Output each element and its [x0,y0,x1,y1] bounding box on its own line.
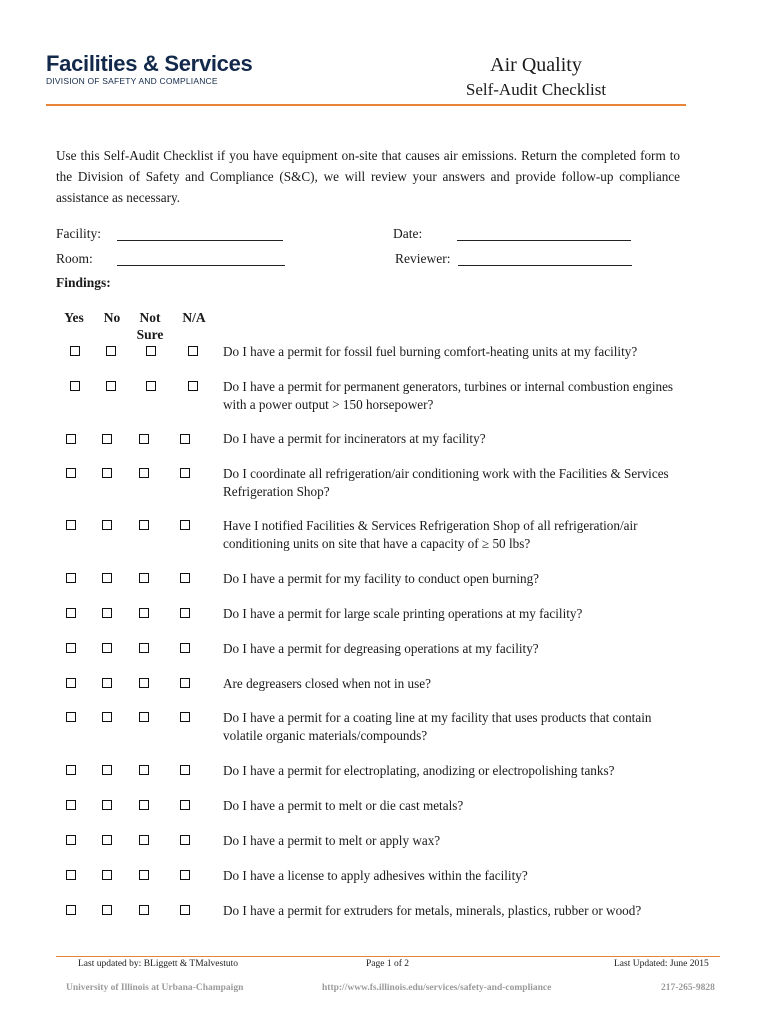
question-text: Have I notified Facilities & Services Refrigeration Shop of all refrigeration/air conditioning units on site that have a capacity of ≥ 50 lbs? [223,518,638,551]
reviewer-field[interactable] [458,265,632,266]
checkbox-no[interactable] [102,765,112,775]
question-text: Do I have a permit for my facility to conduct open burning? [223,571,540,586]
footer-updated-by: Last updated by: BLiggett & TMalvestuto [78,959,238,969]
footer-divider [56,956,720,957]
checkbox-na[interactable] [180,468,190,478]
checkbox-na[interactable] [180,434,190,444]
facility-field[interactable] [117,240,283,241]
logo-subtitle: DIVISION OF SAFETY AND COMPLIANCE [46,76,218,86]
checkbox-na[interactable] [180,870,190,880]
checkbox-no[interactable] [102,712,112,722]
checkbox-yes[interactable] [66,712,76,722]
logo-title: Facilities & Services [46,51,253,76]
page-title: Air Quality [490,54,582,76]
checkbox-not-sure[interactable] [139,870,149,880]
question-text: Do I have a permit for fossil fuel burning comfort-heating units at my facility? [223,344,638,359]
question-text: Do I have a permit for permanent generators, turbines or internal combustion engines with a power output > 150 horsepower? [223,379,674,412]
column-no: No [103,310,121,325]
footer-last-updated: Last Updated: June 2015 [614,959,709,969]
checkbox-not-sure[interactable] [139,905,149,915]
checkbox-no[interactable] [102,800,112,810]
intro-paragraph: Use this Self-Audit Checklist if you have equipment on-site that causes air emissions. Return the completed form to the Division of Safety and Compliance (S&C), we will review your answers and provide follow-up compliance assistance as necessary. [56,148,680,205]
checkbox-yes[interactable] [70,346,80,356]
checkbox-not-sure[interactable] [146,381,156,391]
checkbox-not-sure[interactable] [139,800,149,810]
checkbox-yes[interactable] [66,643,76,653]
checkbox-na[interactable] [180,520,190,530]
question-text: Do I have a permit for extruders for metals, minerals, plastics, rubber or wood? [223,903,642,918]
checkbox-na[interactable] [180,800,190,810]
column-yes: Yes [64,310,84,325]
checkbox-na[interactable] [180,835,190,845]
checkbox-no[interactable] [102,905,112,915]
footer-url[interactable]: http://www.fs.illinois.edu/services/safety-and-compliance [322,983,552,993]
checkbox-not-sure[interactable] [139,643,149,653]
checkbox-not-sure[interactable] [139,765,149,775]
checkbox-na[interactable] [180,712,190,722]
checkbox-yes[interactable] [66,608,76,618]
checkbox-yes[interactable] [66,870,76,880]
checkbox-not-sure[interactable] [139,520,149,530]
footer-university: University of Illinois at Urbana-Champaign [66,983,244,993]
checkbox-yes[interactable] [66,800,76,810]
checkbox-no[interactable] [102,434,112,444]
checkbox-not-sure[interactable] [139,608,149,618]
checkbox-no[interactable] [102,608,112,618]
checkbox-no[interactable] [102,870,112,880]
checkbox-yes[interactable] [70,381,80,391]
question-text: Are degreasers closed when not in use? [223,676,431,691]
checkbox-not-sure[interactable] [139,434,149,444]
checkbox-yes[interactable] [66,520,76,530]
date-label: Date: [393,226,423,241]
question-text: Do I have a license to apply adhesives within the facility? [223,868,528,883]
checkbox-no[interactable] [102,573,112,583]
checkbox-yes[interactable] [66,434,76,444]
reviewer-label: Reviewer: [395,251,451,266]
checkbox-no[interactable] [102,468,112,478]
question-text: Do I have a permit to melt or die cast metals? [223,798,464,813]
date-field[interactable] [457,240,631,241]
checkbox-yes[interactable] [66,765,76,775]
checkbox-not-sure[interactable] [139,835,149,845]
checkbox-na[interactable] [188,381,198,391]
checkbox-na[interactable] [188,346,198,356]
question-text: Do I have a permit for incinerators at my facility? [223,431,486,446]
header-divider [46,104,686,106]
question-text: Do I have a permit for a coating line at my facility that uses products that contain volatile organic materials/compounds? [223,710,652,743]
facilities-logo [46,52,253,86]
checkbox-na[interactable] [180,765,190,775]
column-not-sure: Not Sure [136,310,164,342]
checkbox-not-sure[interactable] [146,346,156,356]
room-field[interactable] [117,265,285,266]
question-text: Do I have a permit for degreasing operations at my facility? [223,641,539,656]
question-text: Do I have a permit for large scale printing operations at my facility? [223,606,583,621]
question-text: Do I have a permit for electroplating, anodizing or electropolishing tanks? [223,763,615,778]
checkbox-not-sure[interactable] [139,573,149,583]
checkbox-not-sure[interactable] [139,712,149,722]
checkbox-no[interactable] [102,678,112,688]
checkbox-na[interactable] [180,573,190,583]
checkbox-yes[interactable] [66,835,76,845]
checkbox-no[interactable] [102,835,112,845]
question-text: Do I coordinate all refrigeration/air conditioning work with the Facilities & Services Refrigeration Shop? [223,466,669,499]
checkbox-na[interactable] [180,905,190,915]
column-na: N/A [182,310,206,325]
page-subtitle: Self-Audit Checklist [465,80,607,99]
findings-heading: Findings: [56,275,111,290]
footer-page-number: Page 1 of 2 [366,959,410,969]
checkbox-no[interactable] [102,520,112,530]
footer-phone: 217-265-9828 [661,983,715,993]
checkbox-yes[interactable] [66,468,76,478]
facility-label: Facility: [56,226,101,241]
checkbox-not-sure[interactable] [139,468,149,478]
checkbox-yes[interactable] [66,573,76,583]
checkbox-na[interactable] [180,608,190,618]
checkbox-no[interactable] [106,346,116,356]
checkbox-not-sure[interactable] [139,678,149,688]
checkbox-no[interactable] [106,381,116,391]
room-label: Room: [56,251,93,266]
checkbox-na[interactable] [180,678,190,688]
checkbox-yes[interactable] [66,905,76,915]
checkbox-yes[interactable] [66,678,76,688]
checkbox-na[interactable] [180,643,190,653]
question-text: Do I have a permit to melt or apply wax? [223,833,441,848]
checkbox-no[interactable] [102,643,112,653]
